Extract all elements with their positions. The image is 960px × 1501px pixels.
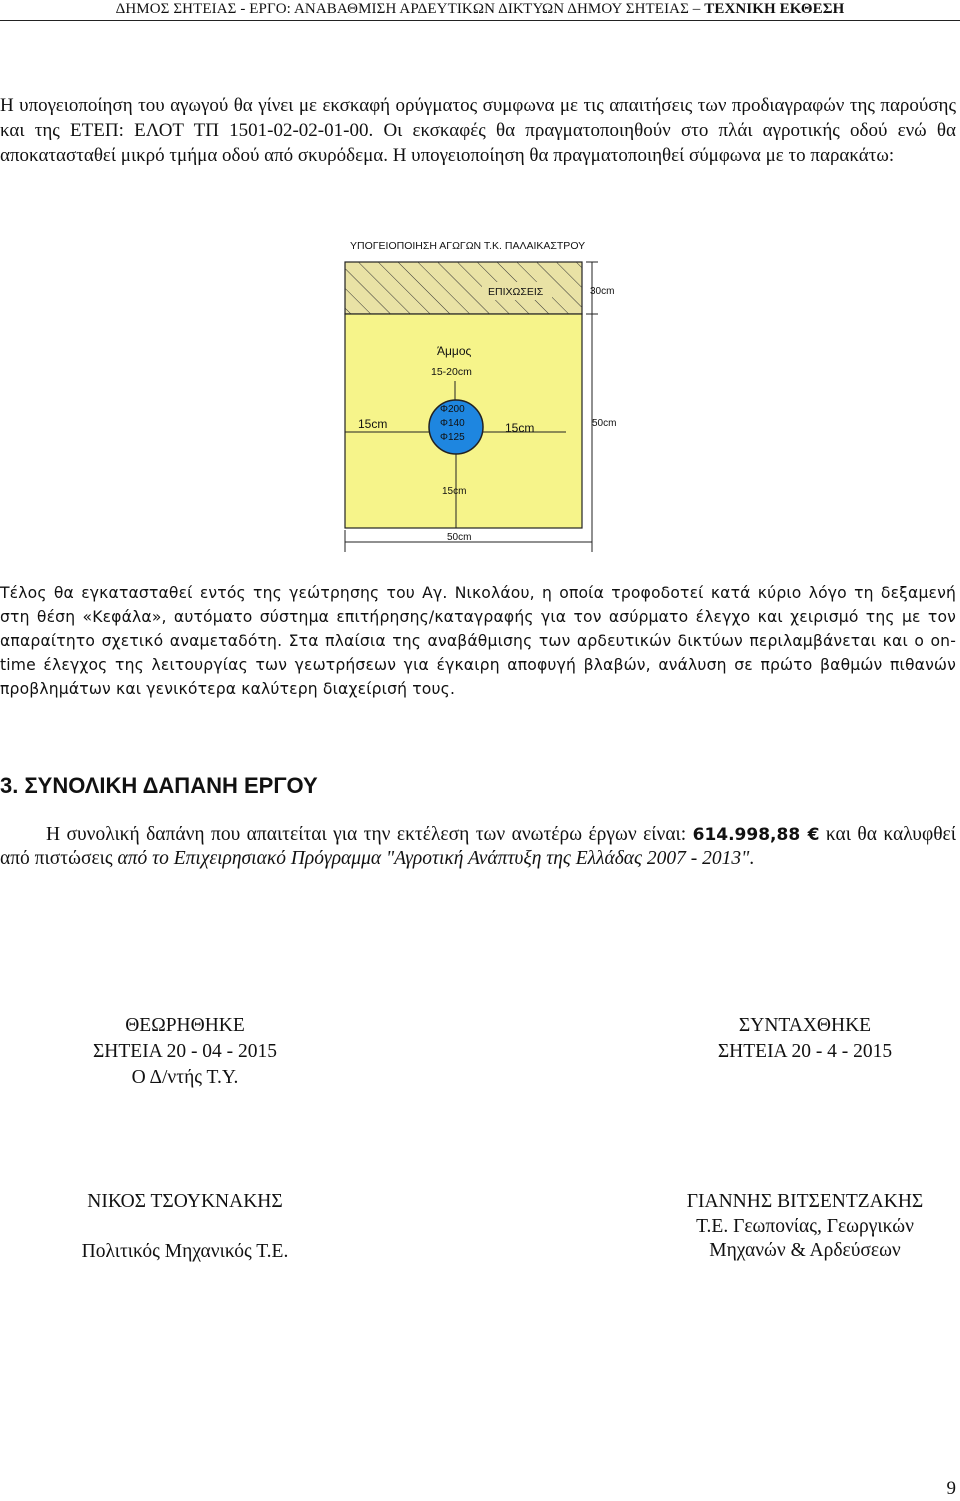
sand-label: Άμμος <box>437 344 472 358</box>
body-paragraph: Τέλος θα εγκατασταθεί εντός της γεώτρησης του Αγ. Νικολάου, η οποία τροφοδοτεί κατά κύριο λόγο τη δεξαμενή στη θέση «Κεφάλα», αυτόματο σύστημα επιτήρησης/καταγραφής για τον ασύρματο έλεγχο και χειρισμό της με τον απαραίτητο σχετικό αναμεταδότη. Στα πλαίσια της αναβάθμισης των αρδευτικών δικτύων περιλαμβάνεται και ο on-time έλεγχος της λειτουργίας των γεωτρήσεων για έγκαιρη αποφυγή βλαβών, ανάλυση σε πρώτο βαθμών πιθανών προβλημάτων και γενικότερα καλύτερη διαχείρισή τους. <box>0 584 956 698</box>
cost-text-middle: και θα καλυφθεί από πιστώσεις <box>0 824 956 869</box>
right-signatory-title-1: Τ.Ε. Γεωπονίας, Γεωργικών <box>696 1216 914 1237</box>
cost-paragraph <box>0 823 956 871</box>
right-signatory-title-2: Μηχανών & Αρδεύσεων <box>709 1240 901 1261</box>
left-signatory-title: Πολιτικός Μηχανικός Τ.Ε. <box>81 1241 289 1262</box>
figure-title: ΥΠΟΓΕΙΟΠΟΙΗΣΗ ΑΓΩΓΩΝ Τ.Κ. ΠΑΛΑΙΚΑΣΤΡΟΥ <box>350 240 586 252</box>
header-project-title: ΔΗΜΟΣ ΣΗΤΕΙΑΣ - ΕΡΓΟ: ΑΝΑΒΑΘΜΙΣΗ ΑΡΔΕΥΤΙΚΩΝ ΔΙΚΤΥΩΝ ΔΗΜΟΥ ΣΗΤΕΙΑΣ – <box>115 1 705 17</box>
backfill-depth-label: 30cm <box>590 286 615 297</box>
intro-paragraph: Η υπογειοποίηση του αγωγού θα γίνει με εκσκαφή ορύγματος συμφωνα με τις απαιτήσεις των προδιαγραφών της παρούσης και της ΕΤΕΠ: ΕΛΟΤ ΤΠ 1501-02-02-01-00. Οι εκσκαφές θα πραγματοποιηθούν στο πλάι αγροτικής οδού ενώ θα αποκατασταθεί μικρό τμήμα οδού από σκυρόδεμα. Η υπογειοποίηση θα πραγματοποιηθεί σύμφωνα με το παρακάτω: <box>0 95 956 166</box>
cost-text-before: Η συνολική δαπάνη που απαιτείται για την εκτέλεση των ανωτέρω έργων είναι: <box>46 824 693 845</box>
left-signatory-name: ΝΙΚΟΣ ΤΣΟΥΚΝΑΚΗΣ <box>87 1191 283 1212</box>
sand-depth-label: 50cm <box>592 418 617 429</box>
section-title: 3. ΣΥΝΟΛΙΚΗ ΔΑΠΑΝΗ ΕΡΓΟΥ <box>0 773 318 798</box>
pipe-size-3: Φ125 <box>440 432 465 443</box>
left-clearance-label: 15cm <box>358 417 388 431</box>
right-signatory <box>670 1189 940 1263</box>
compiled-signature-block <box>670 1013 940 1065</box>
total-cost-amount: 614.998,88 € <box>692 825 820 845</box>
funding-program: από το Επιχειρησιακό Πρόγραμμα "Αγροτική Ανάπτυξη της Ελλάδας 2007 - 2013" <box>117 848 750 869</box>
trench-diagram <box>330 234 630 556</box>
bottom-clearance-label: 15cm <box>442 486 467 497</box>
compiled-place-date: ΣΗΤΕΙΑ 20 - 4 - 2015 <box>717 1041 893 1062</box>
approved-status: ΘΕΩΡΗΘΗΚΕ <box>125 1015 245 1036</box>
approved-role: Ο Δ/ντής Τ.Υ. <box>131 1067 239 1088</box>
right-clearance-label: 15cm <box>505 421 535 435</box>
trench-width-label: 50cm <box>447 532 472 543</box>
pipe-size-1: Φ200 <box>440 404 465 415</box>
sand-cover-label: 15-20cm <box>431 366 472 378</box>
trench-cross-section-figure <box>330 234 630 556</box>
page-number: 9 <box>946 1478 956 1499</box>
cost-text-after: . <box>749 848 755 869</box>
backfill-label: ΕΠΙΧΩΣΕΙΣ <box>488 286 544 298</box>
compiled-status: ΣΥΝΤΑΧΘΗΚΕ <box>738 1015 872 1036</box>
approved-place-date: ΣΗΤΕΙΑ 20 - 04 - 2015 <box>92 1041 278 1062</box>
page-header <box>0 0 960 21</box>
header-document-type: ΤΕΧΝΙΚΗ ΕΚΘΕΣΗ <box>704 1 845 17</box>
approved-signature-block <box>60 1013 310 1091</box>
left-signatory <box>60 1189 310 1265</box>
right-signatory-name: ΓΙΑΝΝΗΣ ΒΙΤΣΕΝΤΖΑΚΗΣ <box>686 1191 924 1212</box>
pipe-size-2: Φ140 <box>440 418 465 429</box>
